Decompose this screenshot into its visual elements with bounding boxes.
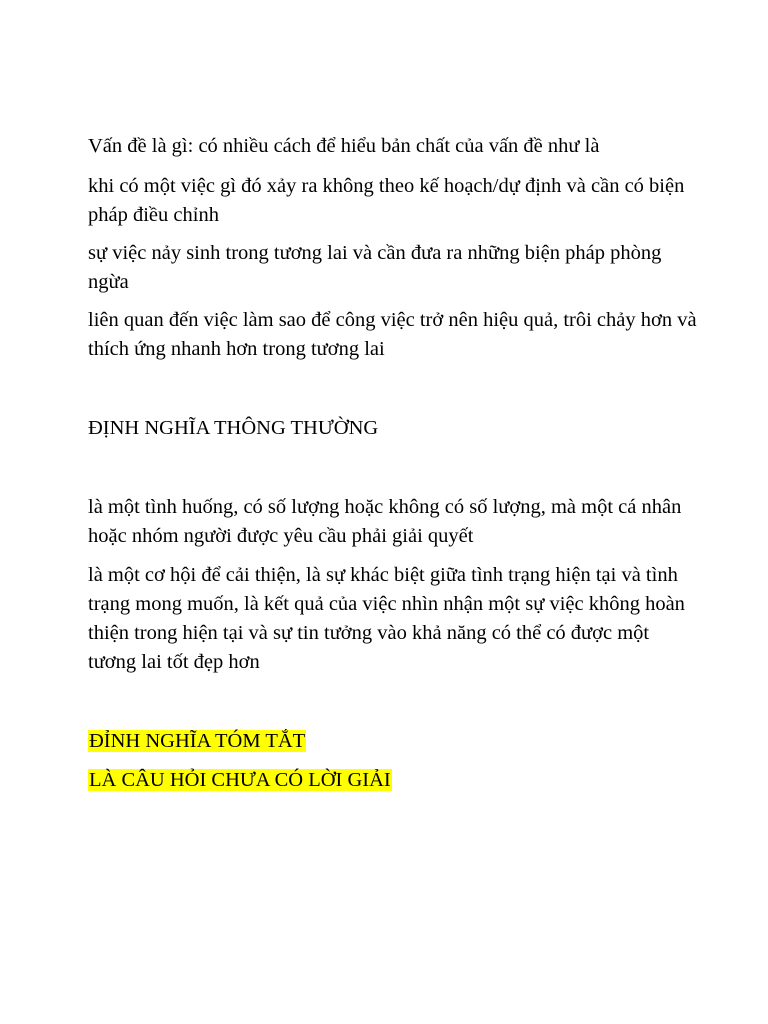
point-2: sự việc nảy sinh trong tương lai và cần đưa ra những biện pháp phòng ngừa [88,242,662,293]
summary-definition-text: LÀ CÂU HỎI CHƯA CÓ LỜI GIẢI [89,769,391,791]
point-3: liên quan đến việc làm sao để công việc trở nên hiệu quả, trôi chảy hơn và thích ứng nhanh hơn trong tương lai [88,309,697,360]
summary-definition-heading-line [88,727,306,756]
common-definition-item-2: là một cơ hội để cải thiện, là sự khác biệt giữa tình trạng hiện tại và tình trạng mong muốn, là kết quả của việc nhìn nhận một sự việc không hoàn thiện trong hiện tại và sự tin tưởng vào khả năng có thể có được một tương lai tốt đẹp hơn [88,564,685,673]
common-definition-heading: ĐỊNH NGHĨA THÔNG THƯỜNG [88,417,379,439]
summary-definition-text-line [88,766,392,795]
common-definition-item-1: là một tình huống, có số lượng hoặc không có số lượng, mà một cá nhân hoặc nhóm người được yêu cầu phải giải quyết [88,496,682,547]
summary-definition-heading: ĐỈNH NGHĨA TÓM TẮT [89,730,306,752]
intro-paragraph: Vấn đề là gì: có nhiều cách để hiểu bản chất của vấn đề như là [88,135,600,157]
point-1: khi có một việc gì đó xảy ra không theo kế hoạch/dự định và cần có biện pháp điều chỉnh [88,175,685,226]
